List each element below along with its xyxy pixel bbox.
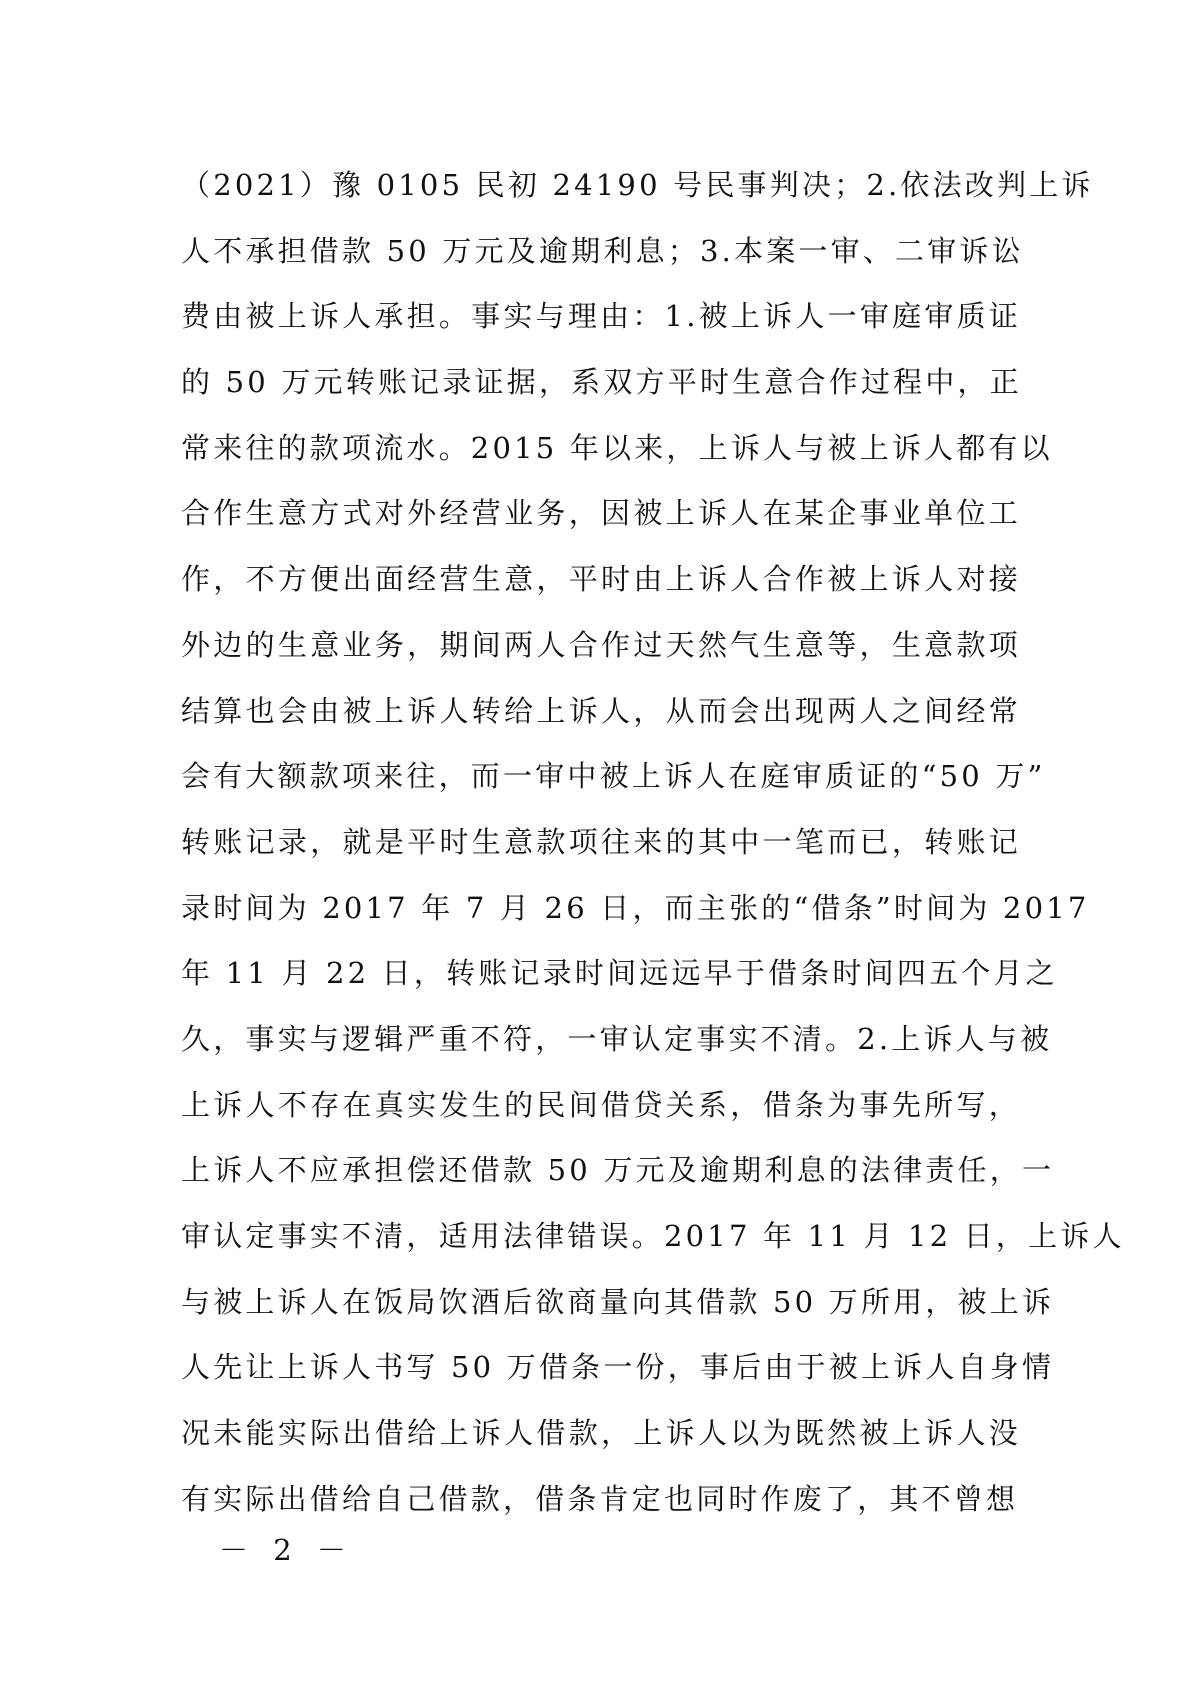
text-line: （2021）豫 0105 民初 24190 号民事判决；2.依法改判上诉 <box>181 168 1094 202</box>
text-line: 作，不方便出面经营生意，平时由上诉人合作被上诉人对接 <box>181 562 1021 597</box>
text-line: 久，事实与逻辑严重不符，一审认定事实不清。2.上诉人与被 <box>181 1021 1053 1056</box>
text-line: 的 50 万元转账记录证据，系双方平时生意合作过程中，正 <box>181 365 1022 400</box>
text-line: 人先让上诉人书写 50 万借条一份，事后由于被上诉人自身情 <box>181 1350 1055 1385</box>
text-line: 有实际出借给自己借款，借条肯定也同时作废了，其不曾想 <box>181 1481 1019 1516</box>
text-line: 会有大额款项来往，而一审中被上诉人在庭审质证的“50 万” <box>181 759 1046 794</box>
text-line: 费由被上诉人承担。事实与理由：1.被上诉人一审庭审质证 <box>181 299 1021 334</box>
text-line: 常来往的款项流水。2015 年以来，上诉人与被上诉人都有以 <box>181 430 1053 465</box>
text-line: 上诉人不应承担偿还借款 50 万元及逾期利息的法律责任，一 <box>181 1153 1055 1188</box>
text-line: 上诉人不存在真实发生的民间借贷关系，借条为事先所写， <box>181 1087 1021 1122</box>
text-line: 合作生意方式对外经营业务，因被上诉人在某企事业单位工 <box>181 496 1021 531</box>
text-line: 与被上诉人在饭局饮酒后欲商量向其借款 50 万所用，被上诉 <box>181 1284 1055 1319</box>
text-line: 结算也会由被上诉人转给上诉人，从而会出现两人之间经常 <box>181 693 1021 728</box>
text-line: 转账记录，就是平时生意款项往来的其中一笔而已，转账记 <box>181 824 1021 859</box>
text-line: 况未能实际出借给上诉人借款，上诉人以为既然被上诉人没 <box>181 1416 1021 1451</box>
text-line: 人不承担借款 50 万元及逾期利息；3.本案一审、二审诉讼 <box>181 233 1024 268</box>
text-line: 外边的生意业务，期间两人合作过天然气生意等，生意款项 <box>181 627 1021 662</box>
text-line: 录时间为 2017 年 7 月 26 日，而主张的“借条”时间为 2017 <box>181 890 1090 925</box>
body-text <box>181 153 1125 1532</box>
text-line: 年 11 月 22 日，转账记录时间远远早于借条时间四五个月之 <box>181 956 1058 991</box>
text-line: 审认定事实不清，适用法律错误。2017 年 11 月 12 日，上诉人 <box>181 1219 1125 1253</box>
page-number: － 2 － <box>219 1533 354 1567</box>
